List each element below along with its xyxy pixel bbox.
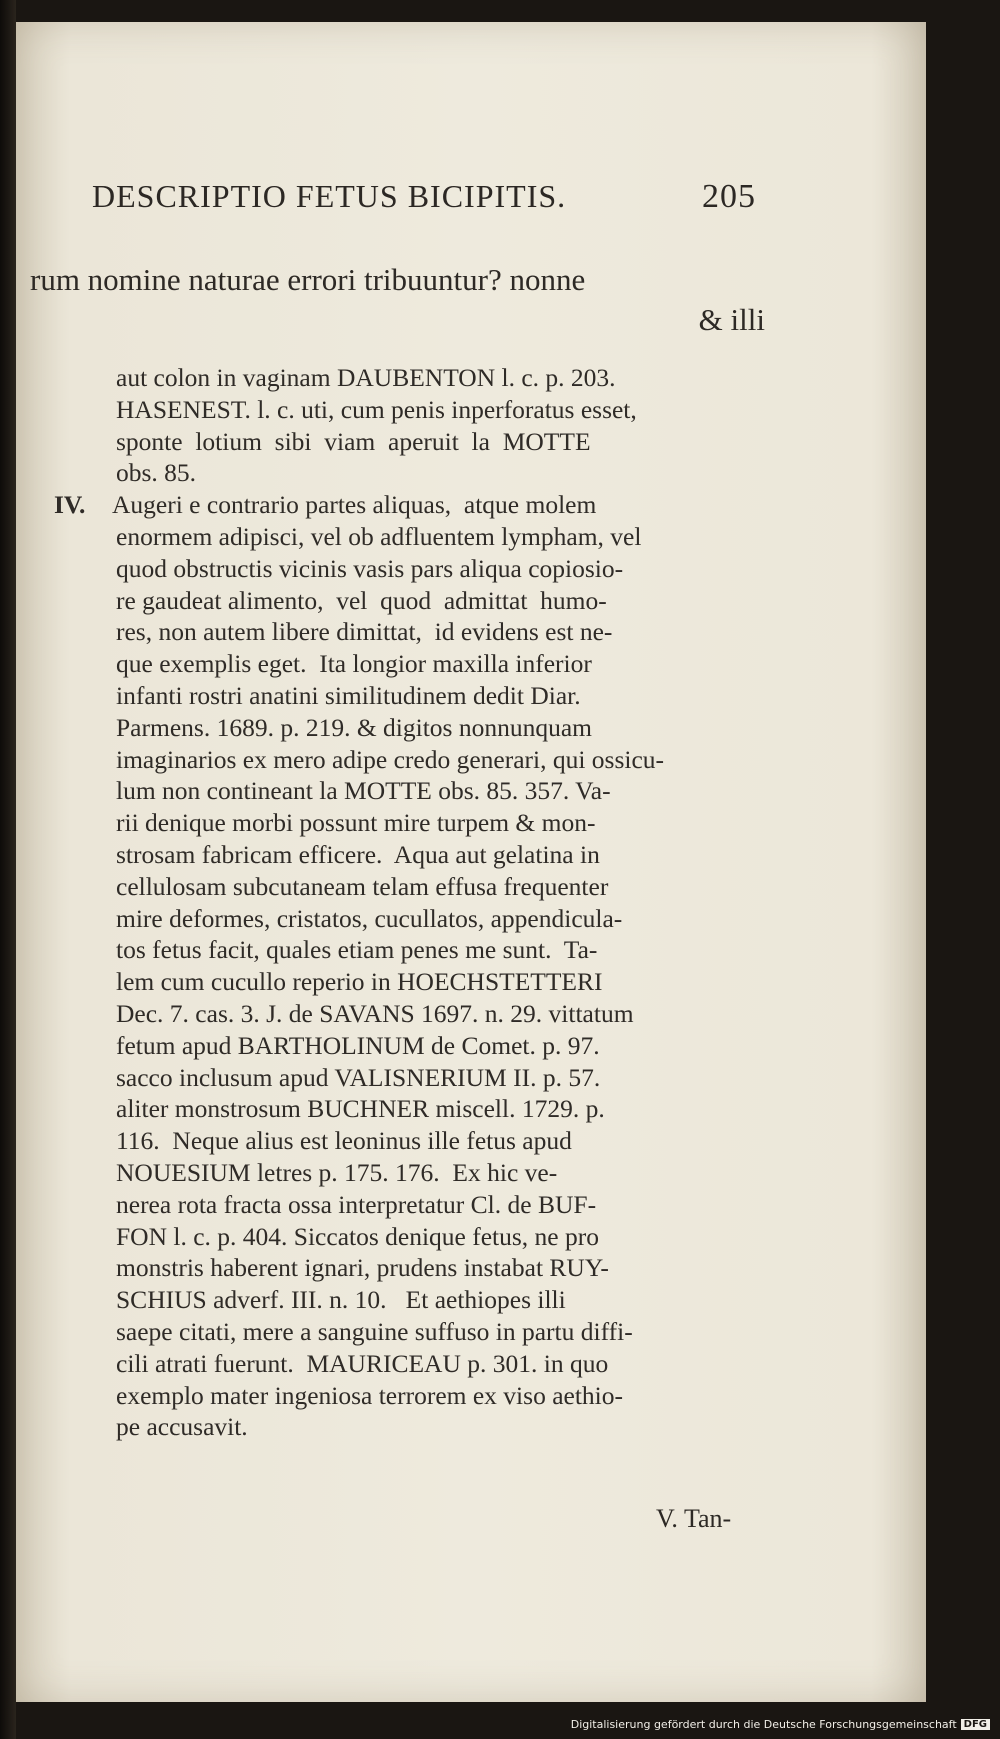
text-line: obs. 85. <box>116 458 197 488</box>
text-line: sacco inclusum apud VALISNERIUM II. p. 57. <box>116 1062 601 1092</box>
page-number: 205 <box>702 178 756 215</box>
digitization-credit <box>571 1718 990 1731</box>
book-page <box>16 22 926 1702</box>
text-line: aut colon in vaginam DAUBENTON l. c. p. 203. <box>116 363 616 392</box>
text-line: sponte lotium sibi viam aperuit la MOTTE <box>116 426 591 456</box>
body-text <box>54 362 764 1443</box>
text-line: lum non contineant la MOTTE obs. 85. 357. Va- <box>116 776 611 806</box>
text-line: Dec. 7. cas. 3. J. de SAVANS 1697. n. 29. vittatum <box>116 998 634 1028</box>
text-line: 116. Neque alius est leoninus ille fetus apud <box>116 1126 572 1156</box>
text-line: quod obstructis vicinis vasis pars aliqua copiosio- <box>116 553 624 583</box>
text-line: HASENEST. l. c. uti, cum penis inperforatus esset, <box>116 394 637 424</box>
running-header <box>92 178 756 216</box>
section-numeral: IV. <box>54 490 86 520</box>
text-line: imaginarios ex mero adipe credo generari, qui ossicu- <box>116 744 665 774</box>
text-line: que exemplis eget. Ita longior maxilla inferior <box>116 649 592 679</box>
section-first-line <box>54 489 764 521</box>
text-line: enormem adipisci, vel ob adfluentem lympham, vel <box>116 521 642 551</box>
running-title: DESCRIPTIO FETUS BICIPITIS. <box>92 178 567 214</box>
text-line: nerea rota fracta ossa interpretatur Cl. de BUF- <box>116 1189 597 1219</box>
text-line: pe accusavit. <box>116 1412 248 1442</box>
text-line: aliter monstrosum BUCHNER miscell. 1729. p. <box>116 1094 605 1124</box>
text-line: Parmens. 1689. p. 219. & digitos nonnunquam <box>116 712 592 742</box>
text-line: SCHIUS adverf. III. n. 10. Et aethiopes illi <box>116 1285 566 1315</box>
credit-text: Digitalisierung gefördert durch die Deutsche Forschungsgemeinschaft <box>570 1718 957 1731</box>
text-line: cili atrati fuerunt. MAURICEAU p. 301. in quo <box>116 1348 609 1378</box>
continuation-line: rum nomine naturae errori tribuuntur? nonne <box>30 262 586 297</box>
text-line: exemplo mater ingeniosa terrorem ex viso aethio- <box>116 1380 623 1410</box>
text-line: FON l. c. p. 404. Siccatos denique fetus, ne pro <box>116 1221 599 1251</box>
dfg-logo-icon: DFG <box>961 1719 990 1730</box>
text-line: lem cum cucullo reperio in HOECHSTETTERI <box>116 967 603 997</box>
text-line: tos fetus facit, quales etiam penes me sunt. Ta- <box>116 935 598 965</box>
text-line: fetum apud BARTHOLINUM de Comet. p. 97. <box>116 1030 600 1060</box>
text-line: strosam fabricam efficere. Aqua aut gelatina in <box>116 839 600 869</box>
text-line: Augeri e contrario partes aliquas, atque molem <box>112 490 597 520</box>
text-line: rii denique morbi possunt mire turpem & mon- <box>116 808 596 838</box>
continuation-text <box>30 260 765 340</box>
text-line: monstris haberent ignari, prudens instabat RUY- <box>116 1253 609 1283</box>
catchword: V. Tan- <box>656 1504 732 1533</box>
text-line: cellulosam subcutaneam telam effusa frequenter <box>116 871 609 901</box>
text-line: res, non autem libere dimittat, id evidens est ne- <box>116 617 613 647</box>
text-line: mire deformes, cristatos, cucullatos, appendicula- <box>116 903 623 933</box>
text-line: NOUESIUM letres p. 175. 176. Ex hic ve- <box>116 1157 558 1187</box>
continuation-line: & illi <box>698 302 765 337</box>
text-line: saepe citati, mere a sanguine suffuso in partu diffi- <box>116 1316 633 1346</box>
text-line: infanti rostri anatini similitudinem dedit Diar. <box>116 680 581 710</box>
scan-edge <box>0 0 16 1739</box>
text-line: re gaudeat alimento, vel quod admittat humo- <box>116 585 607 615</box>
